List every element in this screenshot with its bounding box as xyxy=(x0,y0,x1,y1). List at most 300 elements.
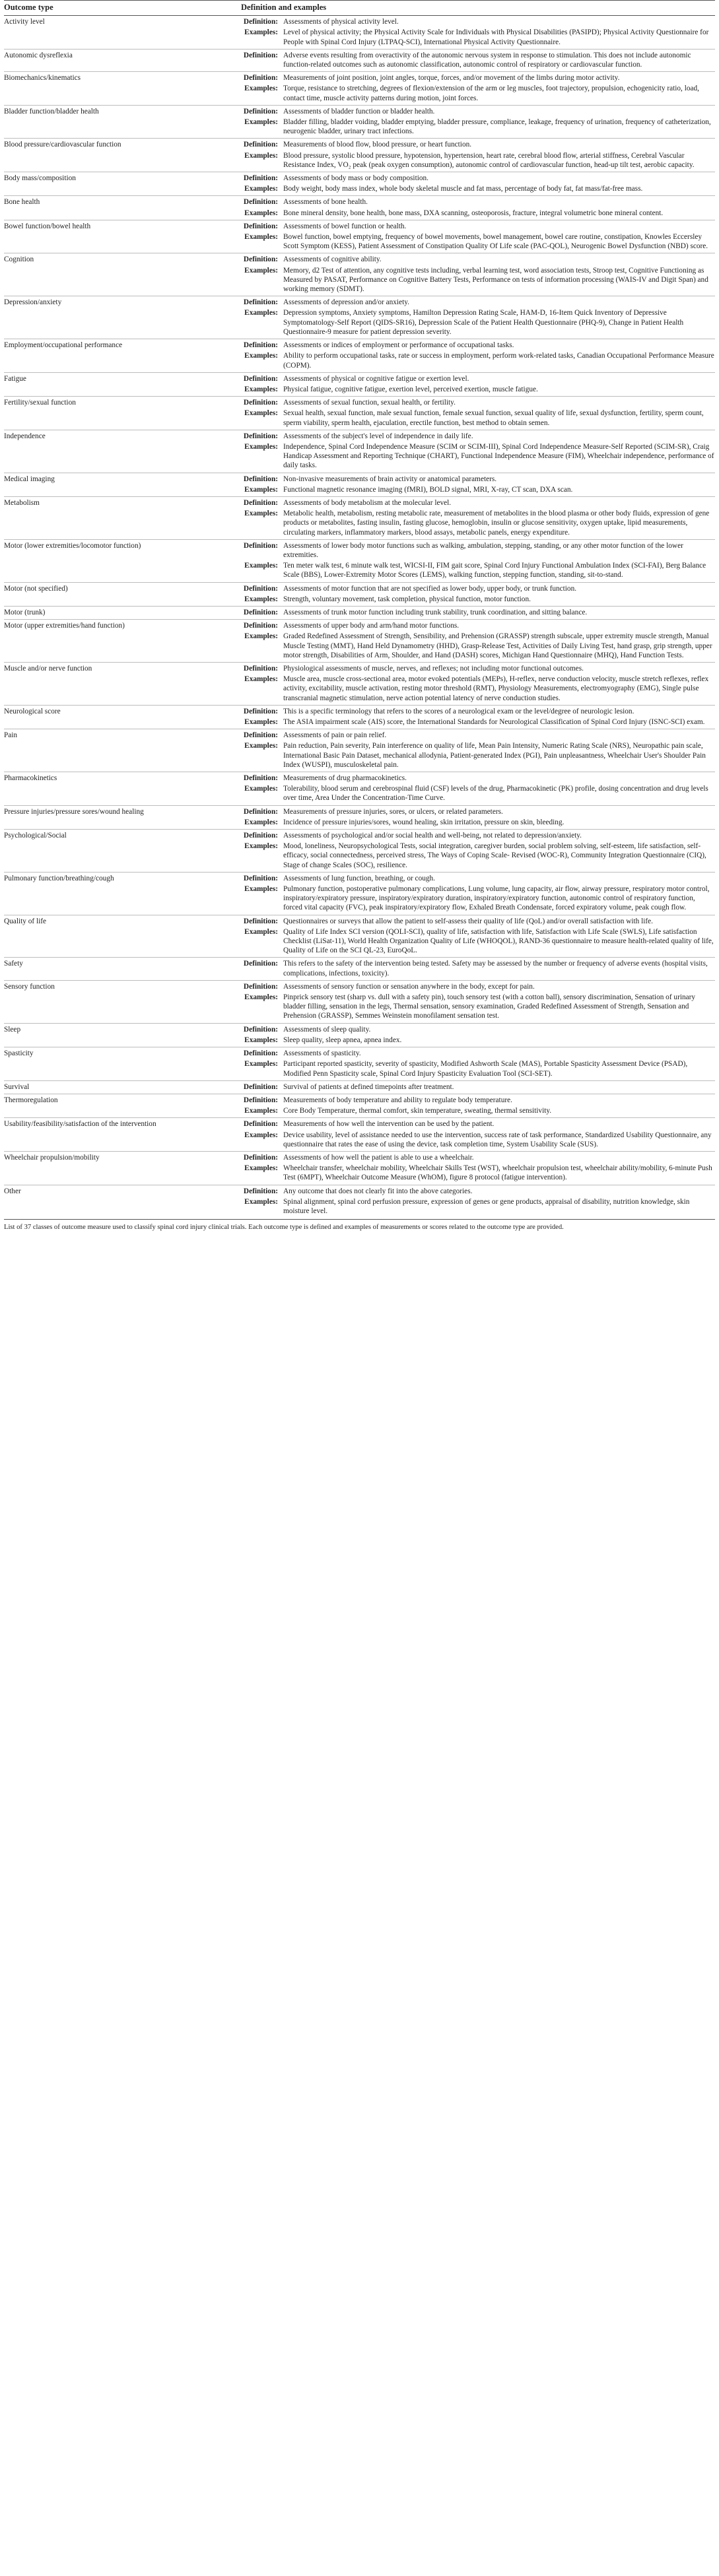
definition-entry xyxy=(241,17,715,26)
examples-entry xyxy=(241,351,715,370)
table-row xyxy=(4,662,715,705)
outcome-type-cell: Thermoregulation xyxy=(4,1094,241,1117)
definition-text: Measurements of blood flow, blood pressure, or heart function. xyxy=(283,141,472,149)
table-row xyxy=(4,980,715,1023)
definition-label: Definition: xyxy=(243,541,278,550)
examples-label: Examples: xyxy=(244,352,278,360)
definition-text: Assessments of how well the patient is able to use a wheelchair. xyxy=(283,1153,474,1162)
examples-label: Examples: xyxy=(244,209,278,217)
definition-text: Assessments of spasticity. xyxy=(283,1049,361,1058)
examples-text: Tolerability, blood serum and cerebrospinal fluid (CSF) levels of the drug, Pharmacokinetic (PK) profile, dosing concentration and drug levels over time, Area Under the Concentration-Time Curve. xyxy=(283,785,708,803)
table-row xyxy=(4,105,715,139)
definition-label: Definition: xyxy=(243,622,278,630)
examples-text: Depression symptoms, Anxiety symptoms, Hamilton Depression Rating Scale, HAM-D, 16-Item Quick Inventory of Depressive Symptomatology-Self Report (QIDS-SR16), Depression Scale of the Patient Health Questionnaire (PHQ-9), Change in Patient Health Questionnaire-9 measure for patient depression severity. xyxy=(283,309,684,336)
table-caption: List of 37 classes of outcome measure used to classify spinal cord injury clinical trials. Each outcome type is defined and examples of measurements or scores related to the outcome type are provided. xyxy=(4,1219,715,1232)
definition-examples-cell xyxy=(241,196,715,220)
examples-text: Metabolic health, metabolism, resting metabolic rate, measurement of metabolites in the blood plasma or other body fluids, expression of gene products or metabolites, fasting insulin, fasting glucose, hemoglobin, insulin or glucose sensitivity, oxygen uptake, lipid measurements, circulating markers, inflammatory markers, blood assays, metabolic panels, energy expenditure. xyxy=(283,510,710,537)
definition-label: Definition: xyxy=(243,222,278,230)
outcome-type-cell: Biomechanics/kinematics xyxy=(4,72,241,106)
examples-entry xyxy=(241,927,715,956)
definition-entry xyxy=(241,1025,715,1034)
outcome-type-cell: Autonomic dysreflexia xyxy=(4,49,241,71)
definition-examples-cell xyxy=(241,872,715,915)
definition-label: Definition: xyxy=(243,874,278,882)
definition-entry xyxy=(241,475,715,484)
definition-examples-cell xyxy=(241,220,715,253)
examples-label: Examples: xyxy=(244,675,278,684)
outcome-type-cell: Muscle and/or nerve function xyxy=(4,662,241,705)
definition-entry xyxy=(241,774,715,783)
examples-entry xyxy=(241,842,715,870)
definition-examples-cell xyxy=(241,430,715,473)
definition-label: Definition: xyxy=(243,1082,278,1091)
definition-examples-cell xyxy=(241,496,715,539)
header-definition-examples: Definition and examples xyxy=(241,1,715,16)
table-header-row xyxy=(4,1,715,16)
examples-text: The ASIA impairment scale (AIS) score, the International Standards for Neurological Classification of Spinal Cord Injury (ISNC-SCI) exam. xyxy=(283,718,705,726)
definition-label: Definition: xyxy=(243,807,278,816)
definition-text: Measurements of joint position, joint angles, torque, forces, and/or movement of the limbs during motor activity. xyxy=(283,74,620,83)
definition-examples-cell xyxy=(241,705,715,729)
definition-label: Definition: xyxy=(243,1025,278,1034)
definition-examples-cell xyxy=(241,16,715,50)
definition-label: Definition: xyxy=(243,475,278,483)
outcome-type-cell: Body mass/composition xyxy=(4,172,241,196)
examples-label: Examples: xyxy=(244,118,278,127)
examples-entry xyxy=(241,717,715,727)
definition-text: Assessments of sleep quality. xyxy=(283,1025,371,1034)
outcome-type-cell: Sleep xyxy=(4,1023,241,1047)
examples-entry xyxy=(241,28,715,46)
examples-text: Participant reported spasticity, severity of spasticity, Modified Ashworth Scale (MAS), Portable Spasticity Assessment Device (PSAD), Modified Penn Spasticity scale, Spinal Cord Injury Spasticity Evaluation Tool (SCI-SET). xyxy=(283,1060,688,1078)
examples-label: Examples: xyxy=(244,1060,278,1069)
definition-examples-cell xyxy=(241,172,715,196)
examples-text: Pinprick sensory test (sharp vs. dull with a safety pin), touch sensory test (with a cotton ball), sensory discrimination, Sensation of urinary bladder filling, sensation in the legs, Thermal sensation, sensory examination, Graded Redefined Assessment of Strength, Sensation and Prehension (GRASSP), Semmes Weinstein monofilament sensation test. xyxy=(283,993,696,1020)
definition-text: Assessments of sensory function or sensation anywhere in the body, except for pain. xyxy=(283,982,535,991)
definition-label: Definition: xyxy=(243,374,278,383)
table-row xyxy=(4,139,715,172)
definition-label: Definition: xyxy=(243,1049,278,1058)
table-row xyxy=(4,372,715,396)
definition-label: Definition: xyxy=(243,982,278,991)
examples-entry xyxy=(241,1131,715,1149)
header-outcome-type: Outcome type xyxy=(4,1,241,16)
examples-text: Ability to perform occupational tasks, rate or success in employment, perform work-related tasks, Canadian Occupational Performance Measure (COPM). xyxy=(283,352,714,370)
definition-entry xyxy=(241,197,715,207)
table-row xyxy=(4,220,715,253)
definition-label: Definition: xyxy=(243,18,278,26)
table-row xyxy=(4,705,715,729)
examples-label: Examples: xyxy=(244,385,278,393)
examples-text: Independence, Spinal Cord Independence Measure (SCIM or SCIM-III), Spinal Cord Independence Measure-Self Reported (SCIM-SR), Craig Handicap Assessment and Reporting Technique (CHART), Functional Independence Measure (FIM), Wheelchair independence, performance of daily tasks. xyxy=(283,442,714,470)
definition-entry xyxy=(241,140,715,149)
examples-label: Examples: xyxy=(244,266,278,275)
definition-label: Definition: xyxy=(243,399,278,407)
examples-text: Core Body Temperature, thermal comfort, skin temperature, sweating, thermal sensitivity. xyxy=(283,1107,552,1115)
examples-entry xyxy=(241,884,715,913)
examples-label: Examples: xyxy=(244,233,278,242)
definition-text: Non-invasive measurements of brain activity or anatomical parameters. xyxy=(283,475,497,483)
definition-entry xyxy=(241,982,715,991)
definition-entry xyxy=(241,51,715,69)
document-page xyxy=(4,0,715,1232)
table-row xyxy=(4,872,715,915)
definition-examples-cell xyxy=(241,980,715,1023)
examples-entry xyxy=(241,1106,715,1115)
examples-entry xyxy=(241,442,715,471)
outcome-type-cell: Pressure injuries/pressure sores/wound healing xyxy=(4,805,241,829)
definition-examples-cell xyxy=(241,105,715,139)
definition-entry xyxy=(241,831,715,840)
definition-label: Definition: xyxy=(243,608,278,616)
definition-text: Assessments of bladder function or bladder health. xyxy=(283,107,435,116)
table-row xyxy=(4,539,715,582)
table-row xyxy=(4,473,715,496)
examples-entry xyxy=(241,784,715,803)
table-row xyxy=(4,1151,715,1185)
definition-label: Definition: xyxy=(243,1120,278,1129)
definition-label: Definition: xyxy=(243,1153,278,1162)
outcome-type-cell: Motor (not specified) xyxy=(4,582,241,606)
table-row xyxy=(4,397,715,430)
table-row xyxy=(4,253,715,296)
examples-text: Spinal alignment, spinal cord perfusion pressure, expression of genes or gene products, appraisal of disability, nutrition knowledge, skin moisture level. xyxy=(283,1197,690,1215)
definition-examples-cell xyxy=(241,606,715,619)
table-row xyxy=(4,958,715,980)
definition-examples-cell xyxy=(241,139,715,172)
definition-text: Measurements of how well the intervention can be used by the patient. xyxy=(283,1120,495,1129)
table-row xyxy=(4,296,715,339)
definition-examples-cell xyxy=(241,915,715,958)
outcome-type-cell: Metabolism xyxy=(4,496,241,539)
outcome-type-cell: Bowel function/bowel health xyxy=(4,220,241,253)
examples-text: Level of physical activity; the Physical Activity Scale for Individuals with Physical Disabilities (PASIPD); Physical Activity Questionnaire for People with Spinal Cord Injury (LTPAQ-SCI), International Physical Activity Questionnaire. xyxy=(283,28,709,46)
outcome-type-cell: Survival xyxy=(4,1080,241,1094)
examples-text: Physical fatigue, cognitive fatigue, exertion level, perceived exertion, muscle fatigue. xyxy=(283,385,538,393)
examples-text: Quality of Life Index SCI version (QOLI-SCI), quality of life, satisfaction with life, Satisfaction with Life Scale (SWLS), Life satisfaction Checklist (LiSat-11), World Health Organization Quality of Life (WHOQOL), RAND-36 questionnaire to measure health-related quality of life, Quality of Life on the SCI QL-23, EuroQoL. xyxy=(283,927,714,955)
examples-text: Sexual health, sexual function, male sexual function, female sexual function, sexual quality of life, sexual dysfunction, fertility, sperm count, sperm viability, sperm health, ejaculation, erectile function, best method to obtain semen. xyxy=(283,409,704,427)
definition-entry xyxy=(241,498,715,508)
outcome-type-cell: Bone health xyxy=(4,196,241,220)
examples-label: Examples: xyxy=(244,151,278,160)
examples-entry xyxy=(241,232,715,251)
table-row xyxy=(4,830,715,873)
examples-label: Examples: xyxy=(244,1131,278,1139)
definition-entry xyxy=(241,432,715,441)
table-row xyxy=(4,172,715,196)
definition-text: Measurements of body temperature and ability to regulate body temperature. xyxy=(283,1096,512,1104)
examples-label: Examples: xyxy=(244,818,278,826)
outcome-type-cell: Medical imaging xyxy=(4,473,241,496)
examples-label: Examples: xyxy=(244,510,278,518)
definition-examples-cell xyxy=(241,1118,715,1152)
examples-text: Muscle area, muscle cross-sectional area, motor evoked potentials (MEPs), H-reflex, nerve conduction velocity, muscle stretch reflexes, reflex activity, excitability, muscle activation, resting motor threshold (RMT), Physiology Measurements, electromyography (EMG), Single pulse transcranial magnetic stimulation, nerve action potential latency of nerve conduction studies. xyxy=(283,675,709,702)
definition-label: Definition: xyxy=(243,51,278,59)
examples-text: Bone mineral density, bone health, bone mass, DXA scanning, osteoporosis, fracture, integral volumetric bone mineral content. xyxy=(283,209,664,217)
outcome-type-cell: Motor (trunk) xyxy=(4,606,241,619)
definition-label: Definition: xyxy=(243,707,278,715)
definition-text: Assessments of motor function that are not specified as lower body, upper body, or trunk function. xyxy=(283,584,577,593)
definition-text: Survival of patients at defined timepoints after treatment. xyxy=(283,1082,454,1091)
definition-entry xyxy=(241,73,715,83)
outcome-type-cell: Fertility/sexual function xyxy=(4,397,241,430)
definition-examples-cell xyxy=(241,473,715,496)
definition-entry xyxy=(241,621,715,630)
outcome-type-cell: Psychological/Social xyxy=(4,830,241,873)
table-row xyxy=(4,72,715,106)
definition-text: Assessments of body metabolism at the molecular level. xyxy=(283,498,452,507)
definition-entry xyxy=(241,707,715,716)
table-row xyxy=(4,805,715,829)
definition-label: Definition: xyxy=(243,832,278,840)
definition-text: Assessments of physical activity level. xyxy=(283,18,399,26)
outcome-type-cell: Wheelchair propulsion/mobility xyxy=(4,1151,241,1185)
definition-examples-cell xyxy=(241,1094,715,1117)
table-row xyxy=(4,1118,715,1152)
definition-label: Definition: xyxy=(243,664,278,673)
definition-text: Assessments of bowel function or health. xyxy=(283,222,407,230)
definition-entry xyxy=(241,1096,715,1105)
definition-text: Measurements of drug pharmacokinetics. xyxy=(283,774,407,783)
table-row xyxy=(4,1047,715,1081)
examples-entry xyxy=(241,151,715,170)
examples-text: Incidence of pressure injuries/sores, wound healing, skin irritation, pressure on skin, bleeding. xyxy=(283,818,565,826)
examples-label: Examples: xyxy=(244,595,278,603)
definition-entry xyxy=(241,174,715,183)
table-row xyxy=(4,606,715,619)
examples-text: Functional magnetic resonance imaging (fMRI), BOLD signal, MRI, X-ray, CT scan, DXA scan. xyxy=(283,485,573,494)
definition-text: Assessments of trunk motor function including trunk stability, trunk coordination, and sitting balance. xyxy=(283,608,588,616)
definition-examples-cell xyxy=(241,539,715,582)
definition-text: Assessments of physical or cognitive fatigue or exertion level. xyxy=(283,374,469,383)
examples-label: Examples: xyxy=(244,309,278,317)
examples-entry xyxy=(241,509,715,537)
definition-entry xyxy=(241,664,715,673)
definition-text: Assessments of psychological and/or social health and well-being, not related to depression/anxiety. xyxy=(283,832,582,840)
definition-entry xyxy=(241,398,715,407)
examples-label: Examples: xyxy=(244,442,278,451)
table-row xyxy=(4,339,715,373)
outcome-type-cell: Depression/anxiety xyxy=(4,296,241,339)
examples-entry xyxy=(241,675,715,703)
examples-label: Examples: xyxy=(244,742,278,750)
definition-text: Assessments of cognitive ability. xyxy=(283,255,382,264)
examples-entry xyxy=(241,741,715,770)
definition-text: Assessments of pain or pain relief. xyxy=(283,731,387,740)
table-body xyxy=(4,16,715,1218)
definition-entry xyxy=(241,608,715,617)
examples-text: Memory, d2 Test of attention, any cognitive tests including, verbal learning test, word association tests, Stroop test, Cognitive Functioning as Measured by PASAT, Performance on Cognitive Battery Tests, Performance on tests of information processing (WAIS-IV and Digit Span) and working memory (SDMT). xyxy=(283,266,708,294)
definition-text: Assessments of lung function, breathing, or cough. xyxy=(283,874,435,882)
definition-entry xyxy=(241,1082,715,1092)
table-row xyxy=(4,582,715,606)
definition-text: Adverse events resulting from overactivity of the autonomic nervous system in response to stimulation. This does not include autonomic function-related outcomes such as autonomic classification, autonomic control of respiratory or cardiovascular function. xyxy=(283,51,691,69)
definition-label: Definition: xyxy=(243,1096,278,1104)
definition-label: Definition: xyxy=(243,298,278,307)
outcome-type-cell: Motor (upper extremities/hand function) xyxy=(4,620,241,663)
outcome-type-cell: Usability/feasibility/satisfaction of the intervention xyxy=(4,1118,241,1152)
examples-label: Examples: xyxy=(244,993,278,1002)
examples-entry xyxy=(241,1059,715,1078)
examples-label: Examples: xyxy=(244,927,278,936)
outcome-type-cell: Employment/occupational performance xyxy=(4,339,241,373)
table-row xyxy=(4,620,715,663)
definition-text: Assessments or indices of employment or performance of occupational tasks. xyxy=(283,341,514,350)
examples-text: Mood, loneliness, Neuropsychological Tests, social integration, caregiver burden, social problem solving, self-esteem, life satisfaction, self-efficacy, social connectedness, perceived stress, The Ways of Coping Scale- Revised (WOC-R), Community Integration Questionnaire (CIQ), Stage of change Scales (SOC), resilience. xyxy=(283,842,706,869)
examples-entry xyxy=(241,1197,715,1216)
outcome-type-cell: Pharmacokinetics xyxy=(4,772,241,806)
examples-label: Examples: xyxy=(244,842,278,851)
examples-entry xyxy=(241,385,715,394)
outcome-type-cell: Blood pressure/cardiovascular function xyxy=(4,139,241,172)
definition-entry xyxy=(241,255,715,264)
table-row xyxy=(4,915,715,958)
outcome-type-cell: Pulmonary function/breathing/cough xyxy=(4,872,241,915)
examples-entry xyxy=(241,818,715,827)
definition-examples-cell xyxy=(241,296,715,339)
outcome-type-cell: Other xyxy=(4,1185,241,1218)
examples-entry xyxy=(241,1036,715,1045)
definition-label: Definition: xyxy=(243,141,278,149)
definition-text: Physiological assessments of muscle, nerves, and reflexes; not including motor functional outcomes. xyxy=(283,664,584,673)
examples-label: Examples: xyxy=(244,785,278,793)
examples-label: Examples: xyxy=(244,718,278,726)
examples-text: Pain reduction, Pain severity, Pain interference on quality of life, Mean Pain Intensity, Numeric Rating Scale (NRS), Neuropathic pain scale, International Basic Pain Dataset, mechanical allodynia, Patient-generated Index (PGI), Pain unpleasantness, Wheelchair User's Shoulder Pain Index (WUSPI), musculoskeletal pain. xyxy=(283,742,706,769)
definition-label: Definition: xyxy=(243,917,278,925)
definition-examples-cell xyxy=(241,830,715,873)
definition-examples-cell xyxy=(241,958,715,980)
definition-entry xyxy=(241,584,715,593)
definition-text: Any outcome that does not clearly fit into the above categories. xyxy=(283,1187,473,1195)
table-row xyxy=(4,496,715,539)
table-row xyxy=(4,1080,715,1094)
examples-text: Blood pressure, systolic blood pressure, hypotension, hypertension, heart rate, cerebral blood flow, arterial stiffness, Cerebral Vascular Resistance Index, VO₂ peak (peak oxygen consumption), autonomic control of cardiovascular function, head-up tilt test, aerobic capacity. xyxy=(283,151,695,169)
definition-examples-cell xyxy=(241,662,715,705)
definition-examples-cell xyxy=(241,1023,715,1047)
table-row xyxy=(4,16,715,50)
examples-entry xyxy=(241,485,715,494)
outcome-type-cell: Activity level xyxy=(4,18,45,26)
outcome-type-cell: Quality of life xyxy=(4,915,241,958)
examples-entry xyxy=(241,84,715,102)
examples-label: Examples: xyxy=(244,632,278,641)
definition-label: Definition: xyxy=(243,774,278,783)
definition-label: Definition: xyxy=(243,341,278,350)
definition-label: Definition: xyxy=(243,731,278,740)
examples-label: Examples: xyxy=(244,1197,278,1206)
definition-entry xyxy=(241,222,715,231)
table-row xyxy=(4,1094,715,1117)
examples-entry xyxy=(241,993,715,1021)
outcome-type-cell: Spasticity xyxy=(4,1047,241,1081)
definition-text: Measurements of pressure injuries, sores, or ulcers, or related parameters. xyxy=(283,807,503,816)
table-row xyxy=(4,729,715,772)
definition-text: Assessments of the subject's level of independence in daily life. xyxy=(283,432,473,440)
examples-entry xyxy=(241,1164,715,1182)
examples-entry xyxy=(241,561,715,579)
definition-text: Assessments of bone health. xyxy=(283,198,368,207)
definition-text: Assessments of depression and/or anxiety. xyxy=(283,298,409,307)
examples-text: Pulmonary function, postoperative pulmonary complications, Lung volume, lung capacity, air flow, airway pressure, respiratory motor control, inspiratory/expiratory pressure, inspiratory/expiratory duration, inspiratory/expiratory function, autonomic control of respiratory function, forced vital capacity (FVC), peak inspiratory/expiratory flow, Exhaled Breath Condensate, forced expiratory volume, peak cough flow. xyxy=(283,885,710,912)
examples-entry xyxy=(241,117,715,136)
definition-examples-cell xyxy=(241,772,715,806)
examples-text: Strength, voluntary movement, task completion, physical function, motor function. xyxy=(283,595,531,603)
definition-examples-cell xyxy=(241,49,715,71)
definition-examples-cell xyxy=(241,729,715,772)
examples-text: Graded Redefined Assessment of Strength, Sensibility, and Prehension (GRASSP) strength subscale, upper extremity muscle strength, Manual Muscle Testing (MMT), Hand Held Dynamometry (HHD), Grasp-Release Test, Activities of Daily Living Test, hand grasp, grip strength, upper motor strength, Disabilities of Arm, Shoulder, and Hand (DASH) scores, Michigan Hand Questionnaire (MHQ), Hand Function Tests. xyxy=(283,632,712,659)
table-row xyxy=(4,772,715,806)
definition-text: Assessments of sexual function, sexual health, or fertility. xyxy=(283,399,456,407)
definition-text: This refers to the safety of the intervention being tested. Safety may be assessed by the number or frequency of adverse events (hospital visits, complications, infections, toxicity). xyxy=(283,960,708,977)
definition-examples-cell xyxy=(241,397,715,430)
outcome-type-cell: Motor (lower extremities/locomotor function) xyxy=(4,539,241,582)
definition-text: This is a specific terminology that refers to the scores of a neurological exam or the level/degree of neurologic lesion. xyxy=(283,707,634,715)
definition-text: Assessments of body mass or body composition. xyxy=(283,174,428,183)
definition-entry xyxy=(241,959,715,977)
examples-text: Bowel function, bowel emptying, frequency of bowel movements, bowel management, bowel care routine, constipation, Knowles Eccersley Scott Symptom (KESS), Patient Assessment of Constipation Quality Of Life scale (PAC-QOL), Neurogenic Bowel Dysfunction (NBD) score. xyxy=(283,233,708,251)
examples-label: Examples: xyxy=(244,28,278,37)
examples-entry xyxy=(241,632,715,660)
outcome-type-cell: Cognition xyxy=(4,253,241,296)
definition-entry xyxy=(241,1153,715,1162)
examples-text: Bladder filling, bladder voiding, bladder emptying, bladder pressure, compliance, leakage, frequency of urination, frequency of catheterization, neurogenic bladder, urinary tract infections. xyxy=(283,118,711,136)
table-row xyxy=(4,430,715,473)
definition-examples-cell xyxy=(241,805,715,829)
examples-label: Examples: xyxy=(244,84,278,93)
examples-text: Wheelchair transfer, wheelchair mobility, Wheelchair Skills Test (WST), wheelchair propulsion test, wheelchair ability/mobility, 6-minute Push Test (6MPT), Wheelchair Outcome Measure (WhOM), figure 8 protocol (fatigue intervention). xyxy=(283,1164,712,1182)
examples-label: Examples: xyxy=(244,885,278,894)
definition-entry xyxy=(241,1049,715,1058)
definition-examples-cell xyxy=(241,372,715,396)
definition-examples-cell xyxy=(241,1185,715,1218)
definition-text: Questionnaires or surveys that allow the patient to self-assess their quality of life (QoL) and/or overall satisfaction with life. xyxy=(283,917,653,925)
definition-text: Assessments of lower body motor functions such as walking, ambulation, stepping, standing, or any other motor function of the lower extremities. xyxy=(283,541,683,559)
definition-examples-cell xyxy=(241,1080,715,1094)
examples-entry xyxy=(241,409,715,427)
definition-examples-cell xyxy=(241,1047,715,1081)
examples-text: Body weight, body mass index, whole body skeletal muscle and fat mass, percentage of body fat, fat mass/fat-free mass. xyxy=(283,185,643,193)
examples-entry xyxy=(241,308,715,337)
definition-examples-cell xyxy=(241,582,715,606)
definition-label: Definition: xyxy=(243,107,278,116)
definition-examples-cell xyxy=(241,620,715,663)
definition-entry xyxy=(241,374,715,383)
examples-text: Sleep quality, sleep apnea, apnea index. xyxy=(283,1036,402,1044)
definition-label: Definition: xyxy=(243,584,278,593)
definition-label: Definition: xyxy=(243,432,278,440)
definition-examples-cell xyxy=(241,72,715,106)
definition-entry xyxy=(241,298,715,307)
examples-label: Examples: xyxy=(244,1036,278,1044)
definition-label: Definition: xyxy=(243,498,278,507)
examples-label: Examples: xyxy=(244,409,278,418)
outcome-type-cell: Neurological score xyxy=(4,705,241,729)
examples-text: Device usability, level of assistance needed to use the intervention, success rate of task performance, Standardized Usability Questionnaire, any questionnaire that rates the ease of using the device, task completion time, System Usability Scale (SUS). xyxy=(283,1131,712,1148)
table-row xyxy=(4,1185,715,1218)
examples-label: Examples: xyxy=(244,1164,278,1173)
definition-entry xyxy=(241,731,715,740)
outcome-type-cell: Independence xyxy=(4,430,241,473)
examples-label: Examples: xyxy=(244,485,278,494)
definition-label: Definition: xyxy=(243,198,278,207)
outcome-type-cell: Safety xyxy=(4,958,241,980)
examples-label: Examples: xyxy=(244,185,278,193)
outcome-type-cell: Sensory function xyxy=(4,980,241,1023)
definition-entry xyxy=(241,107,715,116)
definition-entry xyxy=(241,917,715,926)
examples-label: Examples: xyxy=(244,562,278,570)
definition-label: Definition: xyxy=(243,1187,278,1195)
